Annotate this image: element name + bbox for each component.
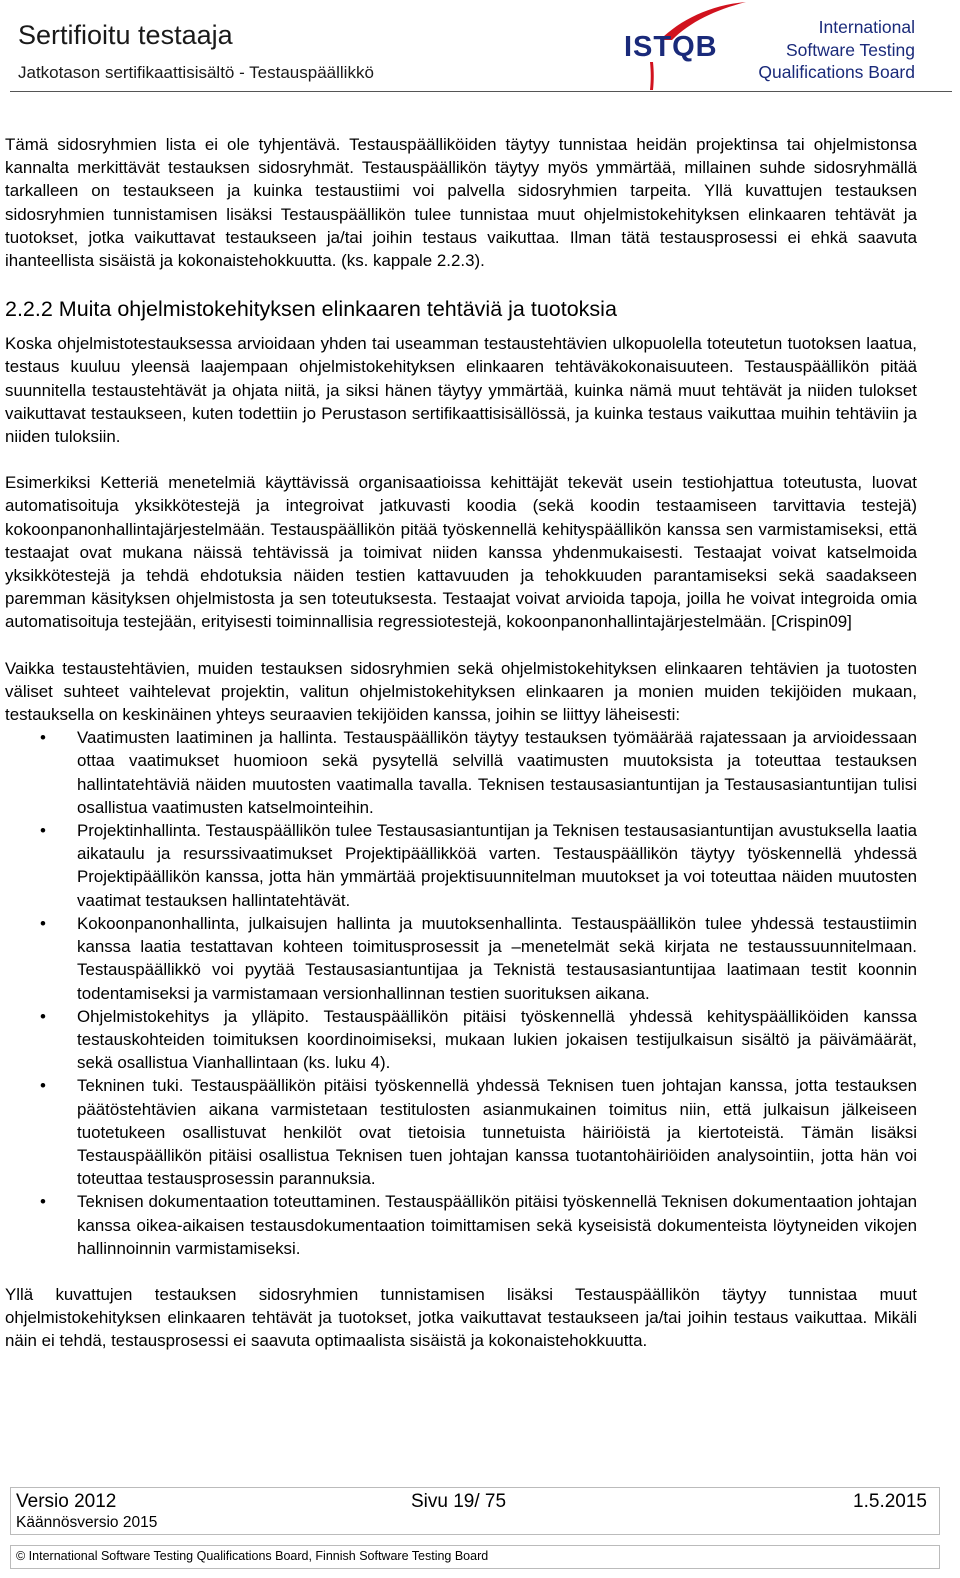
logo-stem	[650, 62, 654, 90]
list-item	[5, 1005, 917, 1075]
bullet-icon: •	[40, 1192, 46, 1212]
list-item	[5, 1190, 917, 1260]
org-line-1: International	[818, 17, 915, 37]
bullet-icon: •	[40, 821, 46, 841]
page-header	[0, 0, 960, 95]
paragraph-stakeholders: Tämä sidosryhmien lista ei ole tyhjentävä. Testauspäälliköiden täytyy tunnistaa heidän projektinsa tai ohjelmistonsa kannalta merkittävät testauksen sidosryhmät. Testauspäällikön täytyy myös ymmärtää, millainen suhde sidosryhmällä tarkalleen on testaukseen ja kuinka testaustiimi voi palvella sidosryhmien tarpeita. Yllä kuvattujen testauksen sidosryhmien tunnistamisen lisäksi Testauspäällikön tulee tunnistaa muut ohjelmistokehityksen elinkaaren tehtävät ja tuotokset, jotka vaikuttavat testaukseen ja/tai joihin testaus vaikuttaa. Ilman tätä testausprosessi ei ehkä saavuta ihanteellista sisäistä ja kokonaistehokkuutta. (ks. kappale 2.2.3).	[5, 135, 917, 271]
paragraph-relations: Vaikka testaustehtävien, muiden testauksen sidosryhmien sekä ohjelmistokehityksen elinkaaren tehtävien ja tuotosten väliset suhteet vaihtelevat projektin, valitun ohjelmistokehityksen elinkaaren ja monien muiden tekijöiden mukaan, testauksella on keskinäinen yhteys seuraavien tekijöiden kanssa, joihin se liittyy läheisesti:	[5, 658, 917, 725]
istqb-logo	[620, 0, 750, 92]
bullet-icon: •	[40, 1076, 46, 1096]
main-content	[5, 133, 917, 1353]
spacer	[5, 448, 917, 471]
paragraph-summary: Yllä kuvattujen testauksen sidosryhmien tunnistamisen lisäksi Testauspäällikön täytyy tunnistaa muut ohjelmistokehityksen elinkaaren tehtävät ja tuotokset, jotka vaikuttavat testaukseen ja/tai joihin testaus vaikuttaa. Mikäli näin ei tehdä, testausprosessi ei saavuta optimaalista sisäistä ja kokonaistehokkuutta.	[5, 1284, 917, 1351]
list-item	[5, 819, 917, 912]
bullet-icon: •	[40, 913, 46, 933]
list-item-text: Kokoonpanonhallinta, julkaisujen hallinta ja muutoksenhallinta. Testauspäällikön tulee yhdessä testaustiimin kanssa laatia testattavan kohteen toimitusprosessit ja –menetelmät sekä kirjata ne testaussuunnitelmaan. Testauspäällikkö voi pyytää Testausasiantuntijaa ja Teknistä testausasiantuntijaa laatimaan testit koonnin todentamiseksi ja varmistamaan versionhallinnan testien suorituksen aikana.	[77, 913, 917, 1003]
paragraph-intro: Koska ohjelmistotestauksessa arvioidaan yhden tai useamman testaustehtävien ulkopuolella toteutetun tuotoksen laatua, testaus kuuluu yleensä laajempaan ohjelmistokehityksen elinkaaren tehtäväkokonaisuuteen. Testauspäällikön pitää suunnitella testaustehtävät ja ohjata niitä, ja siksi hänen täytyy ymmärtää, kuinka nämä muut tehtävät ja niiden tulokset vaikuttavat testaukseen, kuten todettiin jo Perustason sertifikaattisisällössä, ja kuinka testaus vaikuttaa muihin tehtäviin ja niiden tuloksiin.	[5, 334, 917, 447]
list-item	[5, 726, 917, 819]
spacer	[5, 272, 917, 295]
logo-text: ISTQB	[624, 31, 718, 63]
bullet-icon: •	[40, 1006, 46, 1026]
footer-version: Versio 2012	[16, 1491, 117, 1512]
copyright-bar	[10, 1545, 940, 1569]
footer-date: 1.5.2015	[853, 1491, 927, 1512]
list-item-text: Ohjelmistokehitys ja ylläpito. Testauspäällikön pitäisi työskennellä yhdessä kehityspäälliköiden kanssa testauskohteiden toimituksen koordinoimiseksi, mukaan lukien jokaisen testijulkaisun sisältö ja päivämäärät, sekä osallistua Vianhallintaan (ks. luku 4).	[77, 1006, 917, 1073]
org-line-3: Qualifications Board	[758, 62, 915, 82]
spacer	[5, 1260, 917, 1283]
list-item	[5, 912, 917, 1005]
header-divider	[10, 91, 952, 92]
list-item-text: Teknisen dokumentaation toteuttaminen. Testauspäällikön pitäisi työskennellä Teknisen dokumentaation johtajan kanssa oikea-aikaisen testausdokumentaation toimittamisen sekä kyseisistä dokumenteista löytyneiden vikojen hallinnoinnin varmistamiseksi.	[77, 1192, 917, 1258]
copyright-text: © International Software Testing Qualifications Board, Finnish Software Testing Board	[16, 1549, 489, 1563]
document-title: Sertifioitu testaaja	[18, 20, 233, 50]
list-item-text: Projektinhallinta. Testauspäällikön tulee Testausasiantuntijan ja Teknisen testausasiantuntijan avustuksella laatia aikataulu ja resurssivaatimukset Projektipäällikköä varten. Testauspäällikön täytyy työskennellä yhdessä Projektipäällikön kanssa, jotta hän ymmärtää projektisuunnitelman muutokset ja voi toteuttaa näiden muutosten vaatimat testauksen hallintatehtävät.	[77, 821, 917, 910]
org-name	[758, 16, 915, 84]
spacer	[5, 634, 917, 657]
page-footer	[10, 1487, 940, 1535]
page-number: Sivu 19/ 75	[411, 1491, 507, 1512]
bullet-icon: •	[40, 728, 46, 748]
footer-translation-version: Käännösversio 2015	[16, 1514, 158, 1531]
org-line-2: Software Testing	[785, 39, 915, 60]
document-subtitle: Jatkotason sertifikaattisisältö - Testauspäällikkö	[18, 63, 374, 82]
list-item-text: Vaatimusten laatiminen ja hallinta. Testauspäällikön täytyy testauksen työmäärää rajatessaan ja arvioidessaan ottaa vaatimukset huomioon sekä pysytellä selvillä vaatimusten muutoksista ja toteuttaa testauksen hallintatehtäviä näiden muutosten vaatimalla tavalla. Teknisen testausasiantuntijan ja Testausasiantuntijan tulisi osallistua vaatimusten katselmointeihin.	[77, 728, 917, 817]
paragraph-agile-example: Esimerkiksi Ketteriä menetelmiä käyttävissä organisaatioissa kehittäjät tekevät usein testiohjattua toteutusta, luovat automatisoituja yksikkötestejä ja integroivat jatkuvasti koodia (sekä koodin testaamiseen tarvittavia testejä) kokoonpanonhallintajärjestelmään. Testauspäällikön pitää työskennellä kehityspäällikön kanssa sen varmistamiseksi, että testaajat ovat mukana näissä tehtävissä ja toimivat niiden kanssa yhdenmukaisesti. Testaajat voivat katselmoida yksikkötestejä ja tehdä ehdotuksia näiden testien kattavuuden ja tehokkuuden parantamiseksi sekä saadakseen paremman käsityksen ohjelmistosta ja sen toteutuksesta. Testaajat voivat arvioida tapoja, joilla he voivat integroida omia automatisoituja testejään, erityisesti toiminnallisia regressiotestejä, kokoonpanonhallintajärjestelmään. [Crispin09]	[5, 473, 917, 632]
list-item-text: Tekninen tuki. Testauspäällikön pitäisi työskennellä yhdessä Teknisen tuen johtajan kanssa, jotta testauksen päätöstehtävien aikana varmistetaan testitulosten asianmukainen toimitus niin, että julkaisun jälkeiseen tuotetukeen osallistuvat henkilöt ovat tietoisia tunnetuista häiriöistä ja kiertoteistä. Tämän lisäksi Testauspäällikön pitäisi osallistua Teknisen tuen johtajan kanssa tuotantohäiriöiden analysointiin, jotta hän voi toteuttaa testausprosessin parannuksia.	[77, 1076, 917, 1189]
activity-list	[5, 726, 917, 1260]
section-heading: 2.2.2 Muita ohjelmistokehityksen elinkaaren tehtäviä ja tuotoksia	[5, 297, 617, 322]
list-item	[5, 1074, 917, 1190]
